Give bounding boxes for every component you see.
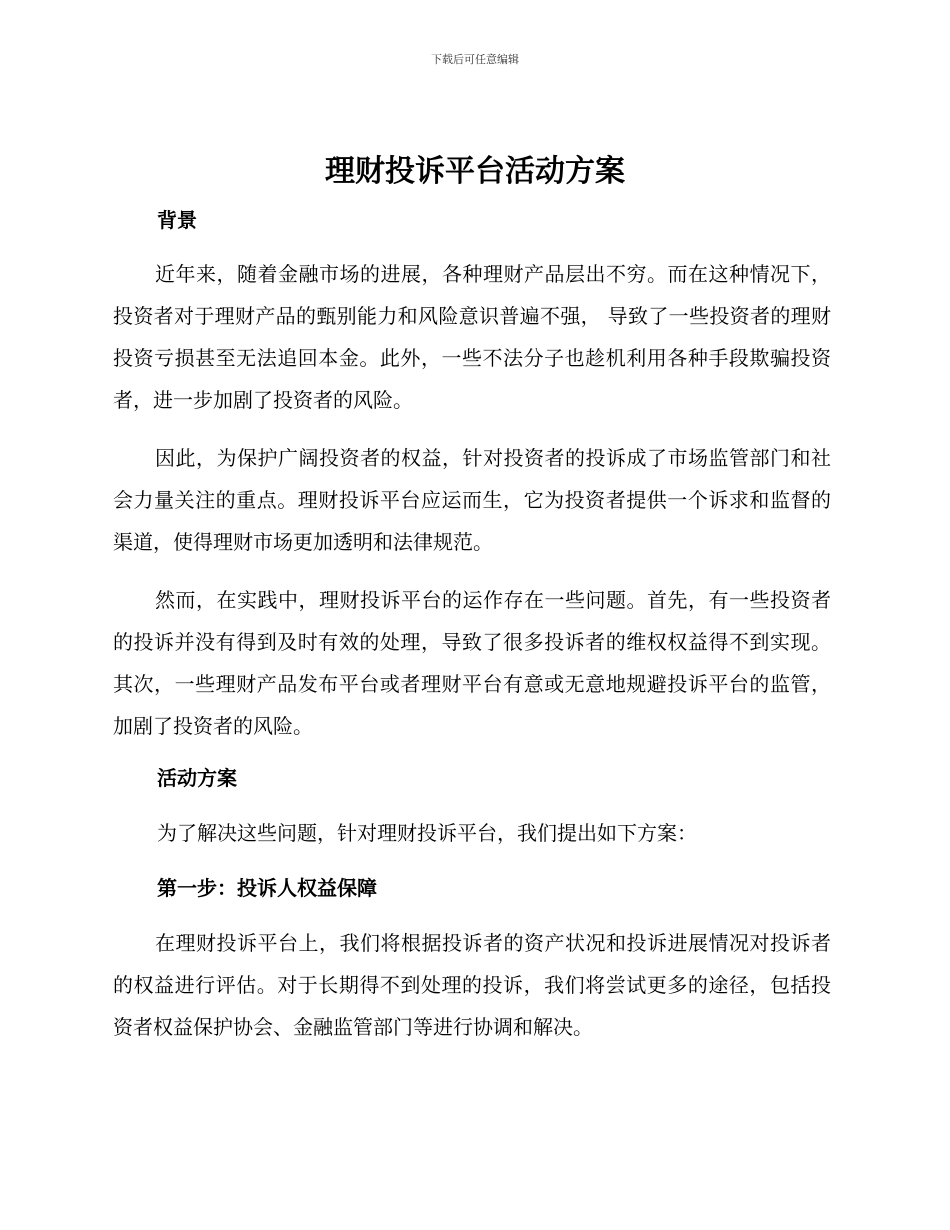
paragraph-background-3: 然而，在实践中，理财投诉平台的运作存在一些问题。首先，有一些投资者的投诉并没有得到及时有效的处理，导致了很多投诉者的维权权益得不到实现。其次，一些理财产品发布平台或者理财平台有意或无意地规避投诉平台的监管，加剧了投资者的风险。 [113,588,831,738]
paragraph-background-1: 近年来，随着金融市场的进展，各种理财产品层出不穷。而在这种情况下，投资者对于理财产品的甄别能力和风险意识普遍不强， 导致了一些投资者的理财投资亏损甚至无法追回本金。此外，一些不法分子也趁机利用各种手段欺骗投资者，进一步加剧了投资者的风险。 [113,262,831,412]
paragraph-background-2: 因此，为保护广阔投资者的权益，针对投资者的投诉成了市场监管部门和社会力量关注的重点。理财投诉平台应运而生，它为投资者提供一个诉求和监督的渠道，使得理财市场更加透明和法律规范。 [113,446,831,554]
section-heading-plan: 活动方案 [157,766,237,790]
section-heading-background: 背景 [157,208,197,232]
paragraph-step1: 在理财投诉平台上，我们将根据投诉者的资产状况和投诉进展情况对投诉者的权益进行评估。对于长期得不到处理的投诉，我们将尝试更多的途径，包括投资者权益保护协会、金融监管部门等进行协调和解决。 [113,931,831,1039]
section-heading-step1: 第一步：投诉人权益保障 [157,876,377,900]
paragraph-plan-intro: 为了解决这些问题，针对理财投诉平台，我们提出如下方案： [157,821,697,845]
document-title: 理财投诉平台活动方案 [325,154,625,189]
header-note: 下载后可任意编辑 [431,53,519,66]
